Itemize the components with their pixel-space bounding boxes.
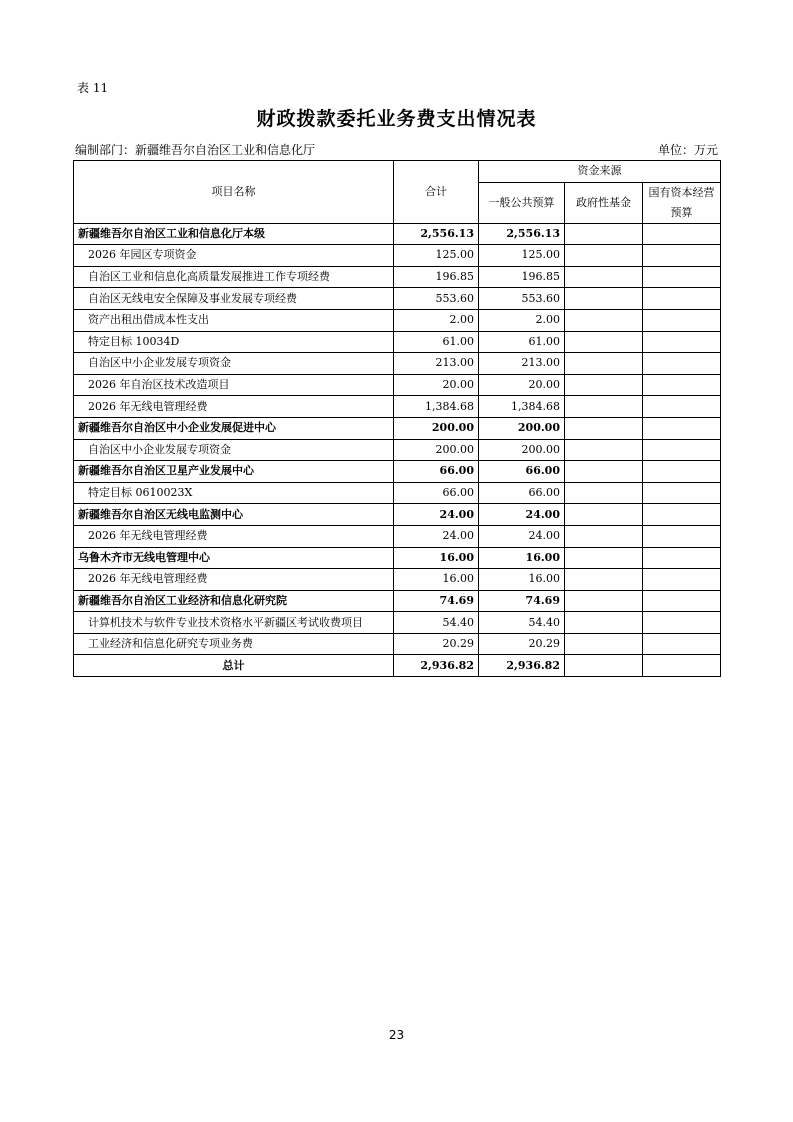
row-project-name: 特定目标 10034D	[74, 331, 394, 353]
row-state-capital	[643, 309, 721, 331]
row-general-budget: 66.00	[479, 461, 565, 483]
table-row	[74, 525, 721, 547]
header-general-budget: 一般公共预算	[479, 182, 565, 223]
row-total: 200.00	[394, 439, 479, 461]
row-general-budget: 213.00	[479, 353, 565, 375]
row-total: 66.00	[394, 482, 479, 504]
row-total: 74.69	[394, 590, 479, 612]
table-row	[74, 374, 721, 396]
row-gov-fund	[565, 633, 643, 655]
table-number: 表 11	[77, 81, 109, 95]
row-general-budget: 16.00	[479, 547, 565, 569]
header-state-capital: 国有资本经营预算	[643, 182, 721, 223]
row-project-name: 新疆维吾尔自治区卫星产业发展中心	[74, 461, 394, 483]
table-row	[74, 245, 721, 267]
header-gov-fund: 政府性基金	[565, 182, 643, 223]
row-project-name: 自治区中小企业发展专项资金	[74, 439, 394, 461]
row-general-budget: 20.29	[479, 633, 565, 655]
table-row	[74, 331, 721, 353]
table-row	[74, 547, 721, 569]
row-general-budget: 2,556.13	[479, 223, 565, 245]
row-general-budget: 553.60	[479, 288, 565, 310]
row-gov-fund	[565, 309, 643, 331]
expenditure-table	[73, 160, 721, 677]
row-project-name: 乌鲁木齐市无线电管理中心	[74, 547, 394, 569]
table-row	[74, 288, 721, 310]
row-project-name: 2026 年无线电管理经费	[74, 525, 394, 547]
table-row	[74, 461, 721, 483]
row-project-name: 2026 年自治区技术改造项目	[74, 374, 394, 396]
row-project-name: 自治区中小企业发展专项资金	[74, 353, 394, 375]
table-row	[74, 633, 721, 655]
row-general-budget: 1,384.68	[479, 396, 565, 418]
row-total: 2,556.13	[394, 223, 479, 245]
row-gov-fund	[565, 504, 643, 526]
total-label: 总计	[74, 655, 394, 677]
row-total: 66.00	[394, 461, 479, 483]
row-state-capital	[643, 374, 721, 396]
row-total: 24.00	[394, 525, 479, 547]
table-row	[74, 439, 721, 461]
row-gov-fund	[565, 482, 643, 504]
row-state-capital	[643, 331, 721, 353]
row-gov-fund	[565, 461, 643, 483]
header-project-name: 项目名称	[74, 161, 394, 224]
row-gov-fund	[565, 331, 643, 353]
row-gov-fund	[565, 439, 643, 461]
row-general-budget: 24.00	[479, 525, 565, 547]
row-general-budget: 61.00	[479, 331, 565, 353]
row-general-budget: 20.00	[479, 374, 565, 396]
row-general-budget: 125.00	[479, 245, 565, 267]
row-total: 125.00	[394, 245, 479, 267]
row-state-capital	[643, 590, 721, 612]
row-general-budget: 66.00	[479, 482, 565, 504]
row-general-budget: 16.00	[479, 569, 565, 591]
row-project-name: 自治区工业和信息化高质量发展推进工作专项经费	[74, 266, 394, 288]
total-row	[74, 655, 721, 677]
row-general-budget: 200.00	[479, 417, 565, 439]
row-total: 200.00	[394, 417, 479, 439]
table-row	[74, 266, 721, 288]
row-project-name: 资产出租出借成本性支出	[74, 309, 394, 331]
row-total: 2.00	[394, 309, 479, 331]
table-row	[74, 309, 721, 331]
row-state-capital	[643, 461, 721, 483]
total-gov-fund	[565, 655, 643, 677]
row-state-capital	[643, 633, 721, 655]
row-gov-fund	[565, 374, 643, 396]
row-total: 24.00	[394, 504, 479, 526]
row-general-budget: 2.00	[479, 309, 565, 331]
table-row	[74, 353, 721, 375]
row-project-name: 新疆维吾尔自治区无线电监测中心	[74, 504, 394, 526]
row-gov-fund	[565, 288, 643, 310]
row-state-capital	[643, 288, 721, 310]
row-gov-fund	[565, 569, 643, 591]
row-project-name: 特定目标 0610023X	[74, 482, 394, 504]
row-gov-fund	[565, 266, 643, 288]
unit-label: 单位：万元	[657, 143, 718, 157]
row-state-capital	[643, 439, 721, 461]
page-number: 23	[388, 1028, 405, 1042]
table-row	[74, 223, 721, 245]
row-gov-fund	[565, 612, 643, 634]
row-general-budget: 54.40	[479, 612, 565, 634]
table-row	[74, 504, 721, 526]
row-gov-fund	[565, 547, 643, 569]
row-total: 553.60	[394, 288, 479, 310]
row-general-budget: 196.85	[479, 266, 565, 288]
row-state-capital	[643, 223, 721, 245]
header-total: 合计	[394, 161, 479, 224]
table-row	[74, 569, 721, 591]
row-project-name: 新疆维吾尔自治区中小企业发展促进中心	[74, 417, 394, 439]
row-general-budget: 24.00	[479, 504, 565, 526]
header-fund-source: 资金来源	[479, 161, 721, 183]
total-general-budget: 2,936.82	[479, 655, 565, 677]
row-gov-fund	[565, 417, 643, 439]
row-project-name: 工业经济和信息化研究专项业务费	[74, 633, 394, 655]
row-gov-fund	[565, 525, 643, 547]
row-state-capital	[643, 612, 721, 634]
row-gov-fund	[565, 245, 643, 267]
row-gov-fund	[565, 223, 643, 245]
total-amount: 2,936.82	[394, 655, 479, 677]
row-state-capital	[643, 266, 721, 288]
table-row	[74, 417, 721, 439]
row-project-name: 计算机技术与软件专业技术资格水平新疆区考试收费项目	[74, 612, 394, 634]
row-project-name: 自治区无线电安全保障及事业发展专项经费	[74, 288, 394, 310]
row-project-name: 2026 年无线电管理经费	[74, 569, 394, 591]
table-body	[74, 223, 721, 655]
total-state-capital	[643, 655, 721, 677]
row-state-capital	[643, 569, 721, 591]
department-label: 编制部门：新疆维吾尔自治区工业和信息化厅	[75, 143, 316, 157]
row-state-capital	[643, 525, 721, 547]
row-general-budget: 74.69	[479, 590, 565, 612]
row-total: 20.00	[394, 374, 479, 396]
table-row	[74, 482, 721, 504]
page-title: 财政拨款委托业务费支出情况表	[256, 108, 537, 130]
table-row	[74, 396, 721, 418]
row-total: 61.00	[394, 331, 479, 353]
row-gov-fund	[565, 353, 643, 375]
row-project-name: 新疆维吾尔自治区工业和信息化厅本级	[74, 223, 394, 245]
row-gov-fund	[565, 396, 643, 418]
row-total: 213.00	[394, 353, 479, 375]
row-state-capital	[643, 504, 721, 526]
row-state-capital	[643, 482, 721, 504]
row-state-capital	[643, 353, 721, 375]
row-state-capital	[643, 417, 721, 439]
row-total: 1,384.68	[394, 396, 479, 418]
table-row	[74, 612, 721, 634]
row-total: 54.40	[394, 612, 479, 634]
row-total: 20.29	[394, 633, 479, 655]
row-project-name: 2026 年园区专项资金	[74, 245, 394, 267]
row-total: 196.85	[394, 266, 479, 288]
row-total: 16.00	[394, 569, 479, 591]
row-state-capital	[643, 396, 721, 418]
row-state-capital	[643, 547, 721, 569]
row-project-name: 新疆维吾尔自治区工业经济和信息化研究院	[74, 590, 394, 612]
row-state-capital	[643, 245, 721, 267]
row-gov-fund	[565, 590, 643, 612]
table-row	[74, 590, 721, 612]
row-general-budget: 200.00	[479, 439, 565, 461]
row-project-name: 2026 年无线电管理经费	[74, 396, 394, 418]
row-total: 16.00	[394, 547, 479, 569]
